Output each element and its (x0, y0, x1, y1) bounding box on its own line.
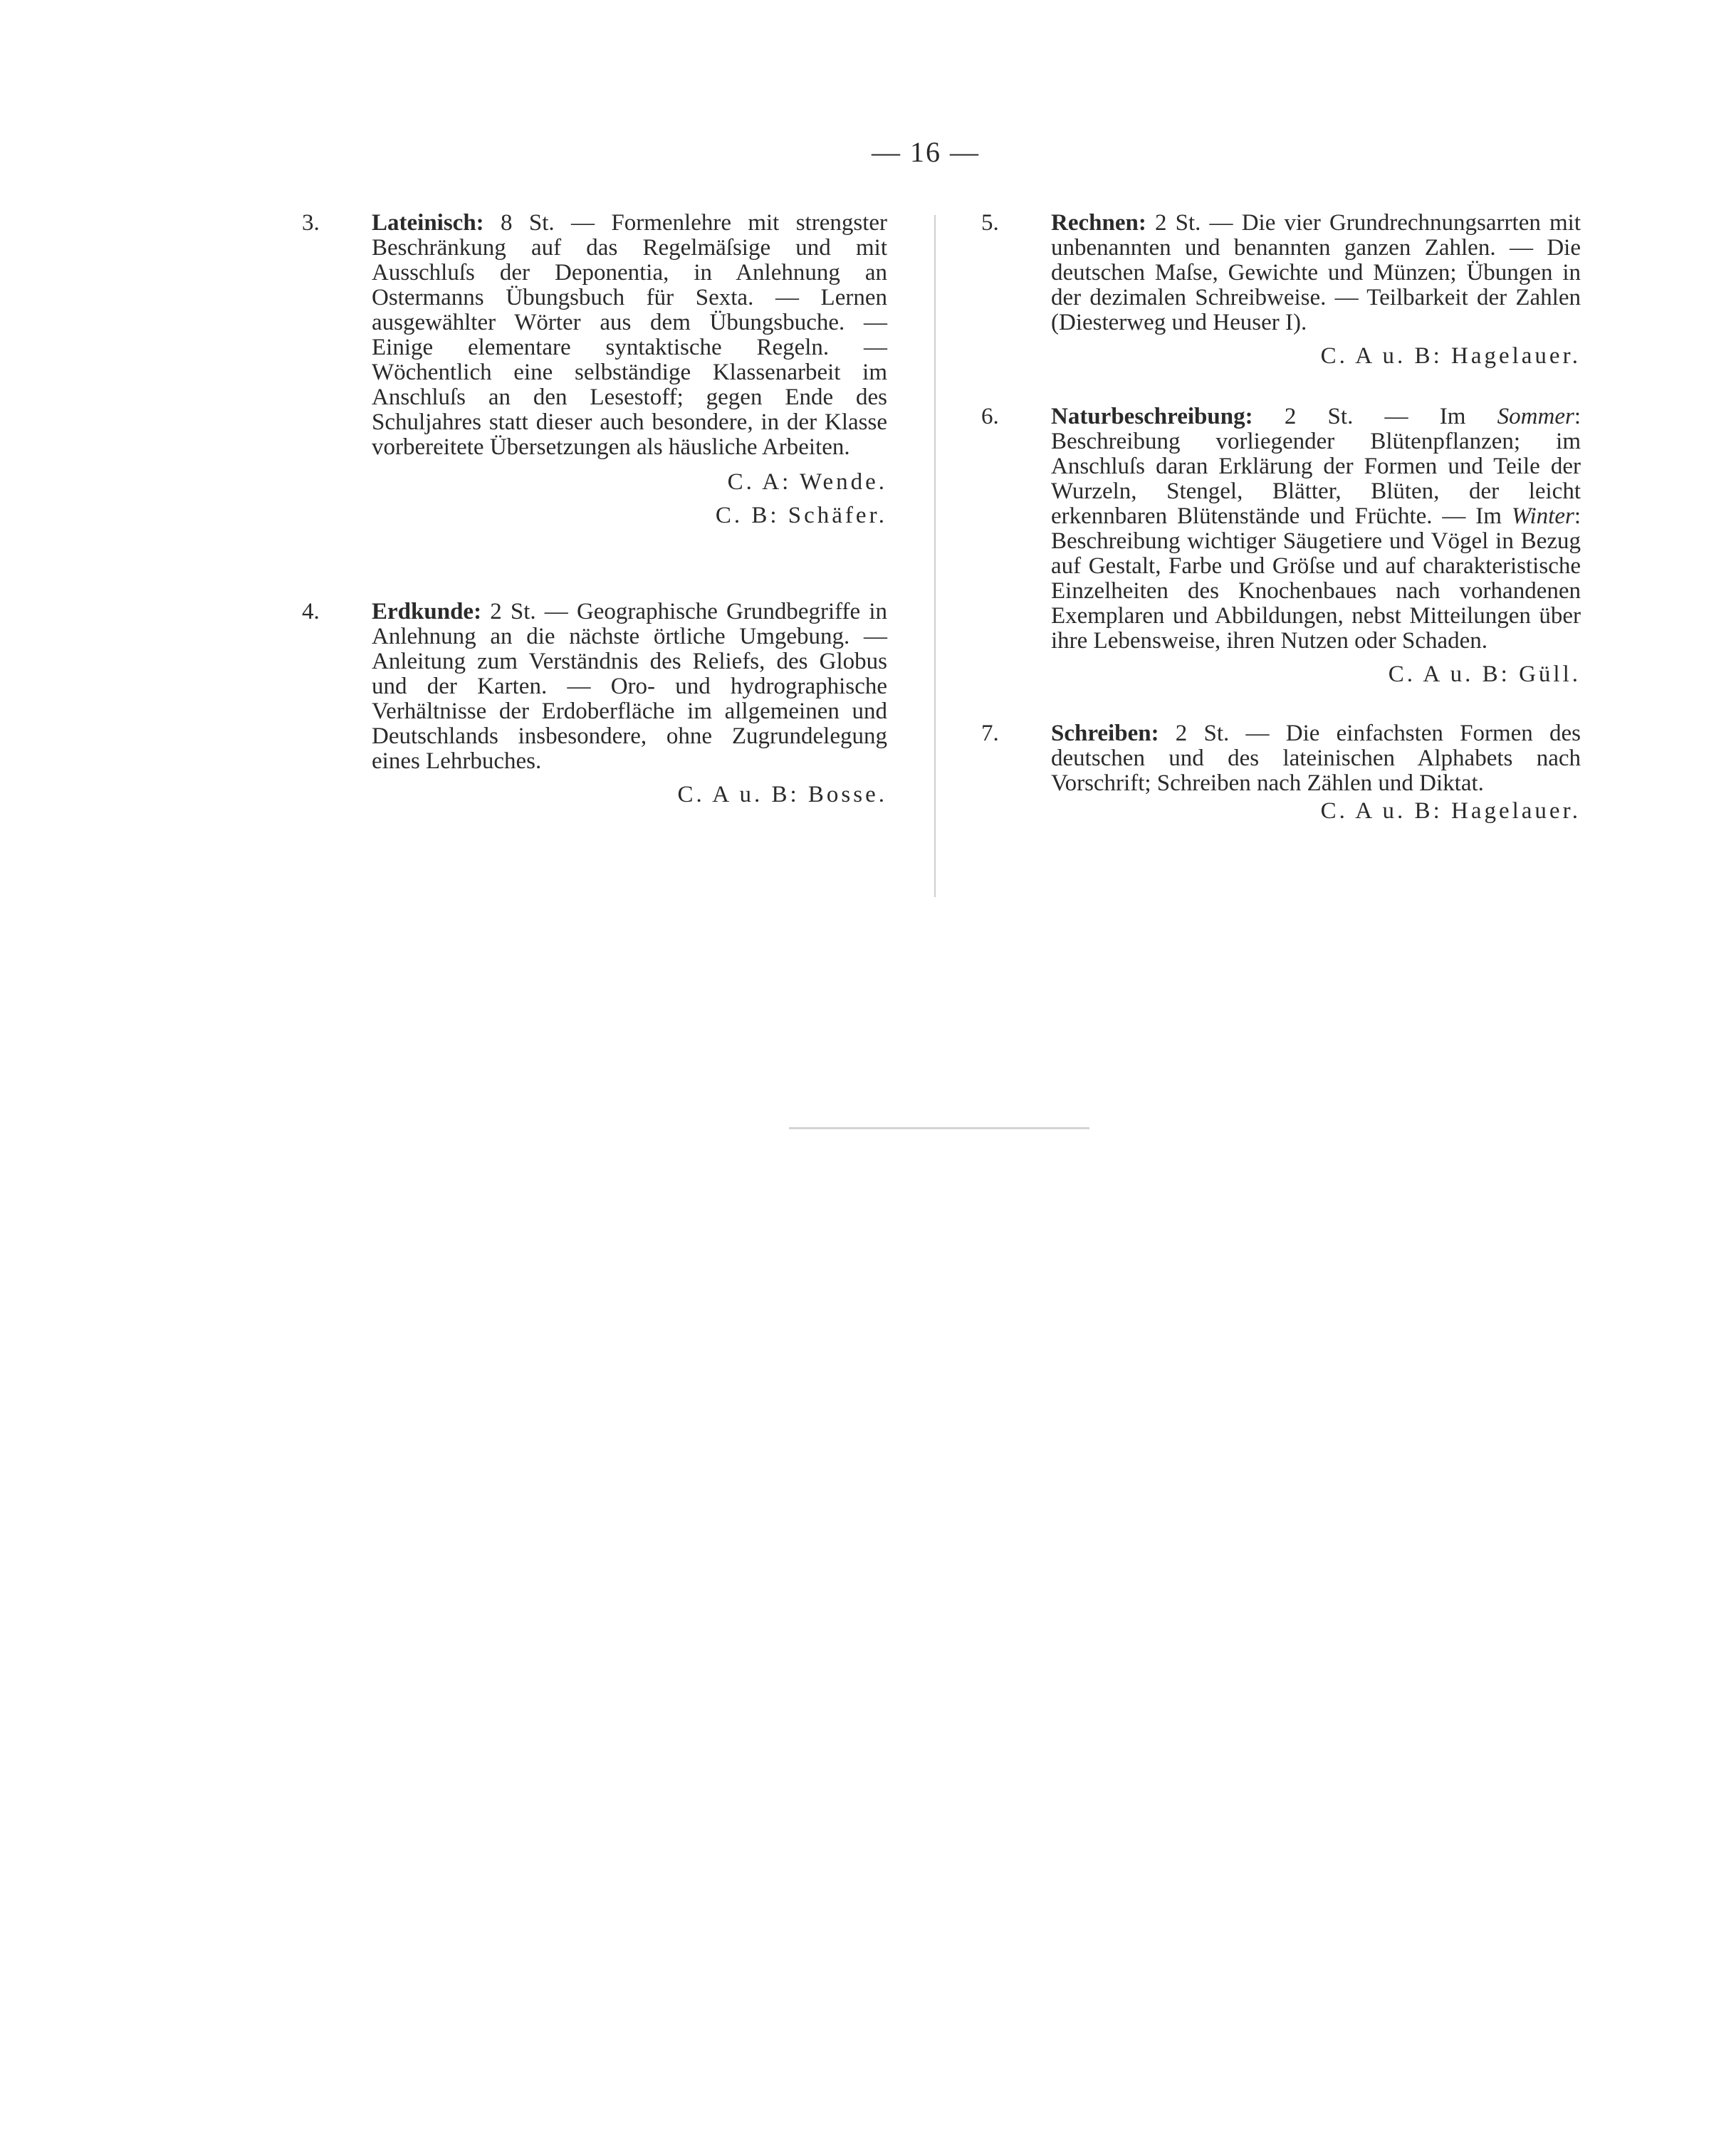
section-number: 6. (981, 404, 999, 429)
section-heading: Rechnen: (1051, 210, 1146, 236)
section-emphasis: Sommer (1497, 404, 1574, 429)
section-natural-history (981, 404, 1581, 687)
section-number: 7. (981, 721, 999, 746)
section-text: : Beschreibung vorliegender Blütenpflanzen; im Anschluſs daran Erklärung der Formen und Teile der Wurzeln, Stengel, Blätter, Blüten, der leicht erkennbaren Blütenstände und Früchte. — Im (1051, 404, 1581, 529)
section-body (372, 211, 887, 460)
section-body (1051, 211, 1581, 335)
teacher-line: C. A u. B: Bosse. (677, 782, 887, 807)
section-number: 5. (981, 210, 999, 236)
section-body (1051, 404, 1581, 654)
right-column (981, 211, 1581, 824)
left-column (302, 211, 887, 807)
page-number: — 16 — (872, 136, 980, 168)
section-number: 3. (302, 210, 320, 236)
section-body (1051, 721, 1581, 796)
section-number: 4. (302, 599, 320, 624)
section-body (372, 600, 887, 774)
section-text: : Beschreibung wichtiger Säugetiere und Vögel in Bezug auf Gestalt, Farbe und Gröſse und auf charakteristische Einzelheiten des Knochenbaues nach vorhandenen Exemplaren und Abbildungen, nebst Mitteilungen über ihre Lebensweise, ihren Nutzen oder Schaden. (1051, 503, 1581, 654)
footer-rule (789, 1127, 1089, 1129)
section-geography (302, 600, 887, 807)
teacher-line: C. A u. B: Güll. (1388, 661, 1581, 687)
teacher-line: C. A: Wende. (727, 469, 887, 495)
column-divider (934, 215, 936, 897)
section-text: 2 St. — Geographische Grundbegriffe in Anlehnung an die nächste örtliche Umgebung. — Anleitung zum Verständnis des Reliefs, des Globus und der Karten. — Oro- und hydrographische Verhältnisse der Erdoberfläche im allgemeinen und Deutschlands insbesondere, ohne Zugrundelegung eines Lehrbuches. (372, 599, 888, 774)
section-writing (981, 721, 1581, 824)
teacher-line: C. B: Schäfer. (715, 503, 887, 528)
section-emphasis: Winter (1511, 503, 1574, 529)
section-text: 2 St. — Im (1284, 404, 1497, 429)
section-heading: Lateinisch: (372, 210, 484, 236)
section-text: 2 St. — Die vier Grundrechnungsarrten mit unbenannten und benannten ganzen Zahlen. — Die deutschen Maſse, Gewichte und Münzen; Übungen in der dezimalen Schreibweise. — Teilbarkeit der Zahlen (Diesterweg und Heuser I). (1051, 210, 1581, 335)
section-text: 8 St. — Formenlehre mit strengster Beschränkung auf das Regelmäſsige und mit Ausschluſs der Deponentia, in Anlehnung an Ostermanns Übungsbuch für Sexta. — Lernen ausgewählter Wörter aus dem Übungsbuche. — Einige elementare syntaktische Regeln. — Wöchentlich eine selbständige Klassenarbeit im Anschluſs an den Lesestoff; gegen Ende des Schuljahres statt dieser auch besondere, in der Klasse vorbereitete Übersetzungen als häusliche Arbeiten. (372, 210, 887, 460)
section-heading: Schreiben: (1051, 721, 1159, 746)
teacher-line: C. A u. B: Hagelauer. (1320, 343, 1581, 369)
section-text: 2 St. — Die einfachsten Formen des deutschen und des lateinischen Alphabets nach Vorschrift; Schreiben nach Zählen und Diktat. (1051, 721, 1581, 796)
section-latin (302, 211, 887, 528)
section-heading: Erdkunde: (372, 599, 482, 624)
teacher-line: C. A u. B: Hagelauer. (1320, 798, 1581, 824)
section-arithmetic (981, 211, 1581, 369)
section-heading: Naturbeschreibung: (1051, 404, 1253, 429)
